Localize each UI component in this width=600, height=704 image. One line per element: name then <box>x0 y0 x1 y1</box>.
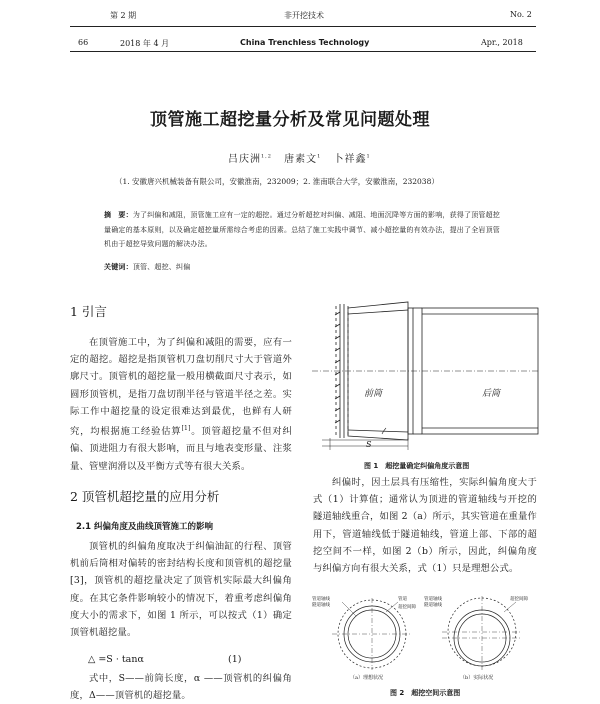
figure-1-front-label: 前筒 <box>364 389 383 399</box>
intro-tail: 。顶管超挖量不但对纠偏、顶进阻力有很大影响，而且与地表变形量、注浆量、管壁润滑以及平衡方式等有很大关系。 <box>70 426 292 472</box>
section-2-title: 2 顶管机超挖量的应用分析 <box>70 489 220 504</box>
header-rule-2 <box>70 51 536 52</box>
figure-2a-subcaption: （a）理想状况 <box>350 675 383 681</box>
intro-text: 在顶管施工中，为了纠偏和减阻的需要，应有一定的超挖。超挖是指顶管机刀盘切削尺寸大于管道外廓尺寸。顶管机的超挖量一般用横截面尺寸表示，如圆形顶管机，是指刀盘切削半径与管道半径之差。实际工作中超挖量的设定很难达到最优，也鲜有人研究，均根据施工经验估算 <box>70 337 292 438</box>
paper-title: 顶管施工超挖量分析及常见问题处理 <box>150 110 430 130</box>
figure-2b-labels <box>424 597 442 609</box>
keywords <box>104 260 504 275</box>
keywords-text: 顶管、超挖、纠偏 <box>132 263 191 271</box>
figure-2b-tunnel-axis: 隧道轴线 <box>424 603 442 608</box>
figure-1-s-label: S <box>366 440 372 449</box>
header-date-en: Apr., 2018 <box>481 38 523 47</box>
figure-1-drawing <box>312 300 540 454</box>
variable-definitions: 式中，S——前筒长度，α ——顶管机的纠偏角度，Δ——顶管机的超挖量。 <box>70 673 292 702</box>
intro-citation: [1] <box>181 425 191 433</box>
figure-2a-gap: 超挖间隙 <box>398 605 416 610</box>
header-date-cn: 2018 年 4 月 <box>120 39 170 48</box>
header-journal-en: China Trenchless Technology <box>240 38 370 47</box>
figure-2b-subcaption: （b）实际状况 <box>460 675 494 681</box>
figure-2b-gap: 超挖间隙 <box>510 597 528 602</box>
author-list <box>228 150 371 165</box>
keywords-label: 关键词： <box>104 263 133 271</box>
figure-2a-pipe: 管道 <box>398 597 407 602</box>
figure-2a-tunnel-axis: 隧道轴线 <box>312 603 330 608</box>
page-number: 66 <box>78 38 89 47</box>
author-1: 吕庆洲 <box>228 154 261 165</box>
figure-2a-pipe-axis: 管道轴线 <box>312 597 330 602</box>
affiliation: （1. 安徽唐兴机械装备有限公司，安徽淮南，232009；2. 淮南联合大学，安徽淮南，232038） <box>115 177 439 186</box>
equation-1-number: (1) <box>228 654 242 665</box>
equation-1: △ =S · tanα <box>88 654 144 665</box>
author-2-affil: 1 <box>317 153 322 160</box>
intro-paragraph <box>70 334 292 475</box>
header-journal-cn: 非开挖技术 <box>284 11 324 20</box>
figure-1 <box>312 300 540 454</box>
subsection-2-1-title: 2.1 纠偏角度及曲线顶管施工的影响 <box>76 522 214 532</box>
abstract-label: 摘 要： <box>104 211 133 219</box>
figure-2a-labels <box>312 597 330 609</box>
author-3: 卜祥鑫 <box>333 154 367 165</box>
header-rule-1 <box>70 26 536 27</box>
figure-1-caption: 图 1 超挖量确定纠偏角度示意图 <box>364 462 470 470</box>
author-2: 唐素文 <box>284 154 318 165</box>
section-1-title: 1 引言 <box>70 304 107 319</box>
abstract-text: 为了纠偏和减阻，顶管施工应有一定的超挖。通过分析超挖对纠偏、减阻、地面沉降等方面的影响，获得了顶管超挖量确定的基本原则，以及确定超挖量所需综合考虑的因素。总结了施工实践中调节、减小超挖量的有效办法，提出了全岩顶管机由于超挖导致问题的解决办法。 <box>104 211 501 248</box>
figure-2 <box>312 596 538 700</box>
figure-1-rear-label: 后筒 <box>482 389 501 399</box>
figure-2-caption: 图 2 超挖空间示意图 <box>390 689 461 697</box>
header-issue-en: No. 2 <box>510 10 532 19</box>
abstract <box>104 208 504 252</box>
header-issue: 第 2 期 <box>110 11 137 20</box>
figure-2b-pipe-axis: 管道轴线 <box>424 597 442 602</box>
author-3-affil: 1 <box>366 153 371 160</box>
author-1-affil: 1,2 <box>261 153 272 160</box>
right-paragraph: 纠偏时，因土层具有压缩性，实际纠偏角度大于式（1）计算值；通常认为顶进的管道轴线与开挖的隧道轴线重合，如图 2（a）所示，其实管道在重量作用下，管道轴线低于隧道轴线，管道上部、下部的超挖空间不一样，如图 2（b）所示，因此，纠偏角度与纠偏方向有很大关系，式（1）只是理想公式。 <box>313 477 537 575</box>
section-2-1-paragraph: 顶管机的纠偏角度取决于纠偏油缸的行程、顶管机前后筒相对偏转的密封结构长度和顶管机的超挖量[3]，顶管机的超挖量决定了顶管机实际最大纠偏角度。在其它条件影响较小的情况下，着重考虑纠偏角度大小的需求下，如图 1 所示，可以按式（1）确定顶管机超挖量。 <box>70 541 292 639</box>
